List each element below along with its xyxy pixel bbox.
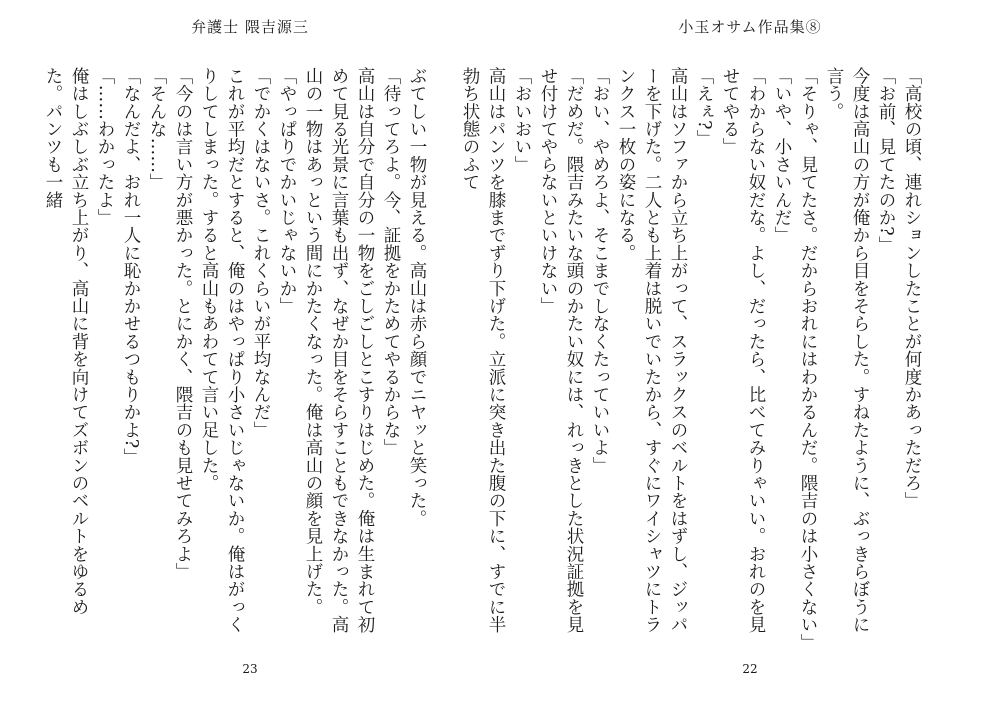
text-paragraph: 「待ってろよ。今、証拠をかためてやるからな」	[381, 67, 401, 457]
text-paragraph: 「今のは言い方が悪かった。とにかく、隈吉のも見せてみろよ」	[173, 67, 193, 581]
text-paragraph: 「いや、小さいんだ」	[772, 67, 792, 244]
text-paragraph: 「だめだ。隈吉みたいな頭のかたい奴には、れっきとした状況証拠を見せ付けてやらないといけない」	[538, 67, 584, 634]
text-paragraph: 「なんだよ、おれ一人に恥かかせるつもりかよ?」	[121, 67, 141, 466]
page-number-left: 23	[242, 662, 258, 676]
text-paragraph: 「高校の頃、連れションしたことが何度かあっただろ」	[902, 67, 922, 510]
page-number-right: 22	[742, 662, 758, 676]
text-paragraph: 「……わかったよ」	[95, 67, 115, 227]
text-paragraph: 今度は高山の方が俺から目をそらした。すねたように、ぶっきらぼうに言う。	[824, 67, 870, 634]
right-page	[460, 0, 1000, 709]
text-paragraph: 「そんな……」	[147, 67, 167, 191]
text-paragraph: 俺はしぶしぶ立ち上がり、高山に背を向けてズボンのベルトをゆるめた。パンツも一緒	[43, 67, 89, 616]
running-header-left: 弁護士 隈吉源三	[191, 18, 309, 36]
text-paragraph: 「そりゃ、見てたさ。だからおれにはわかるんだ。隈吉のは小さくない」	[798, 67, 818, 652]
left-page-body	[43, 67, 430, 647]
text-paragraph: 「やっぱりでかいじゃないか」	[277, 67, 297, 315]
text-paragraph: 「わからない奴だな。よし、だったら、比べてみりゃいい。おれのを見せてやる」	[720, 67, 766, 634]
right-page-body	[460, 67, 925, 652]
text-paragraph: 高山はソファから立ち上がって、スラックスのベルトをはずし、ジッパーを下げた。二人とも上着は脱いでいたから、すぐにワイシャツにトランクス一枚の姿になる。	[616, 67, 688, 634]
text-paragraph: 高山はパンツを膝までずり下げた。立派に突き出た腹の下に、すでに半勃ち状態のふて	[460, 67, 506, 634]
text-paragraph: 「お前、見てたのか?」	[876, 67, 896, 254]
text-paragraph: 「おいおい」	[512, 67, 532, 174]
text-paragraph: ぶてしい一物が見える。高山は赤ら顔でニヤッと笑った。	[407, 67, 427, 528]
text-paragraph: 「おい、やめろよ、そこまでしなくたっていいよ」	[590, 67, 610, 475]
text-paragraph: 「えぇ?」	[694, 67, 714, 148]
running-header-right: 小玉オサム作品集⑧	[678, 18, 822, 36]
text-paragraph: 「でかくはないさ。これくらいが平均なんだ」	[251, 67, 271, 439]
text-paragraph: これが平均だとすると、俺のはやっぱり小さいじゃないか。俺はがっくりしてしまった。すると高山もあわてて言い足した。	[199, 67, 245, 634]
text-paragraph: 高山は自分で自分の一物をごしごしとこすりはじめた。俺は生まれて初めて見る光景に言葉も出ず、なぜか目をそらすこともできなかった。高山の一物はあっという間にかたくなった。俺は高山の顔を見上げた。	[303, 67, 375, 634]
